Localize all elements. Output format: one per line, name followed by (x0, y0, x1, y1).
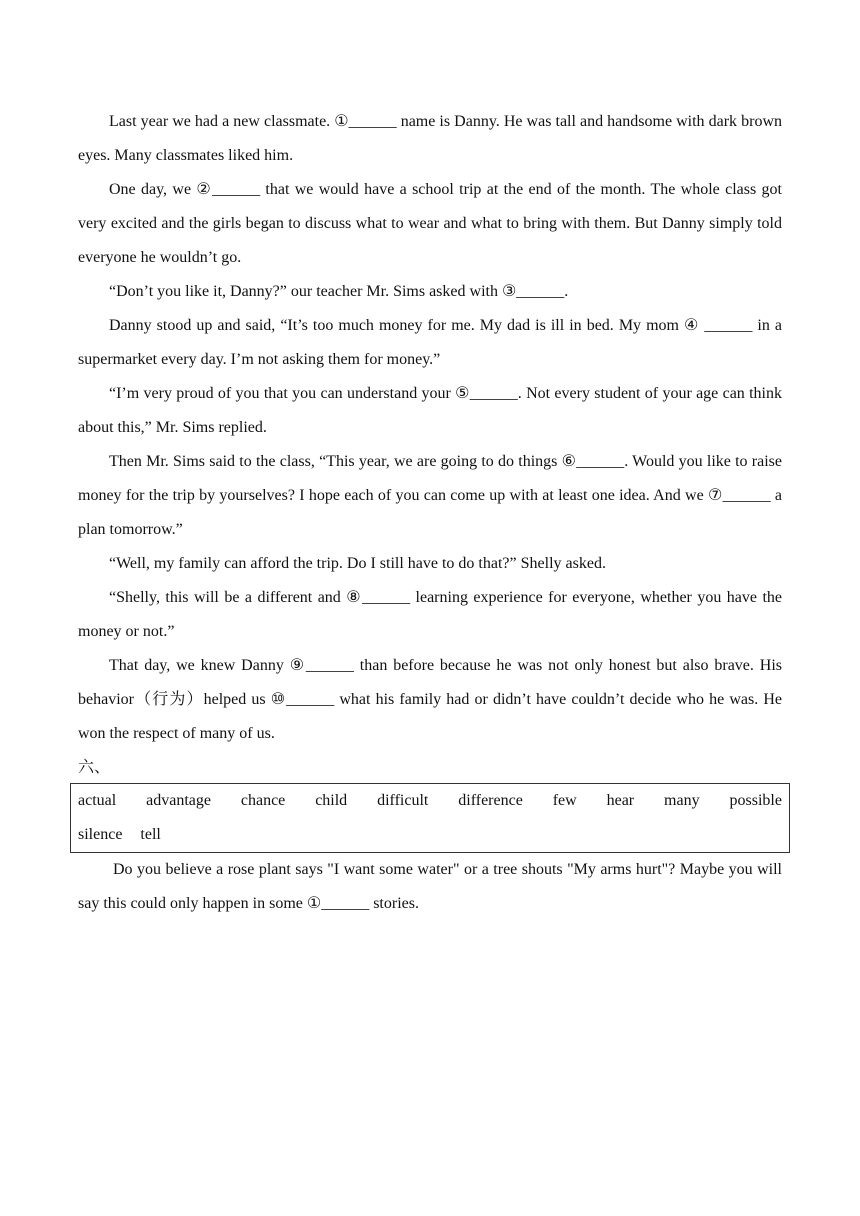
passage-paragraph-1: Last year we had a new classmate. ①______ name is Danny. He was tall and handsome with dark brown eyes. Many classmates liked him. (78, 113, 782, 164)
word-bank-box (70, 783, 790, 853)
passage-paragraph-6: Then Mr. Sims said to the class, “This year, we are going to do things ⑥______. Would you like to raise money for the trip by yourselves? I hope each of you can come up with at least one idea. And we ⑦______ a plan tomorrow.” (78, 453, 782, 538)
passage-paragraph-7: “Well, my family can afford the trip. Do I still have to do that?” Shelly asked. (109, 555, 606, 572)
word-bank-item: advantage (146, 792, 211, 809)
passage-paragraph-3: “Don’t you like it, Danny?” our teacher Mr. Sims asked with ③______. (109, 283, 569, 300)
cloze-passage (78, 105, 782, 751)
word-bank-item: tell (140, 826, 161, 843)
word-bank-item: possible (729, 792, 782, 809)
section-six-label: 六、 (78, 757, 111, 776)
passage-paragraph-2: One day, we ②______ that we would have a school trip at the end of the month. The whole class got very excited and the girls began to discuss what to wear and what to bring with them. But Danny simply told everyone he wouldn’t go. (78, 181, 782, 266)
passage-paragraph-8: “Shelly, this will be a different and ⑧______ learning experience for everyone, whether you have the money or not.” (78, 589, 782, 640)
passage-paragraph-9: That day, we knew Danny ⑨______ than before because he was not only honest but also brave. His behavior（行为）helped us ⑩______ what his family had or didn’t have couldn’t decide who he was. He won the respect of many of us. (78, 657, 782, 742)
word-bank-item: child (315, 792, 348, 809)
word-bank-item: actual (78, 792, 117, 809)
word-bank-item: few (552, 792, 577, 809)
word-bank-item: hear (606, 792, 635, 809)
word-bank-item: silence (78, 826, 123, 843)
word-bank-row-1 (78, 784, 782, 818)
passage-paragraph-4: Danny stood up and said, “It’s too much money for me. My dad is ill in bed. My mom ④ ______ in a supermarket every day. I’m not asking them for money.” (78, 317, 782, 368)
word-bank-item: difficult (377, 792, 429, 809)
word-bank-row-2 (78, 818, 782, 852)
word-bank-item: chance (240, 792, 286, 809)
document-page (78, 105, 782, 921)
word-bank-item: many (664, 792, 700, 809)
word-bank-item: difference (458, 792, 523, 809)
section-six-paragraph: Do you believe a rose plant says "I want some water" or a tree shouts "My arms hurt"? Maybe you will say this could only happen in some ①______ stories. (78, 861, 782, 912)
passage-paragraph-5: “I’m very proud of you that you can understand your ⑤______. Not every student of your age can think about this,” Mr. Sims replied. (78, 385, 782, 436)
